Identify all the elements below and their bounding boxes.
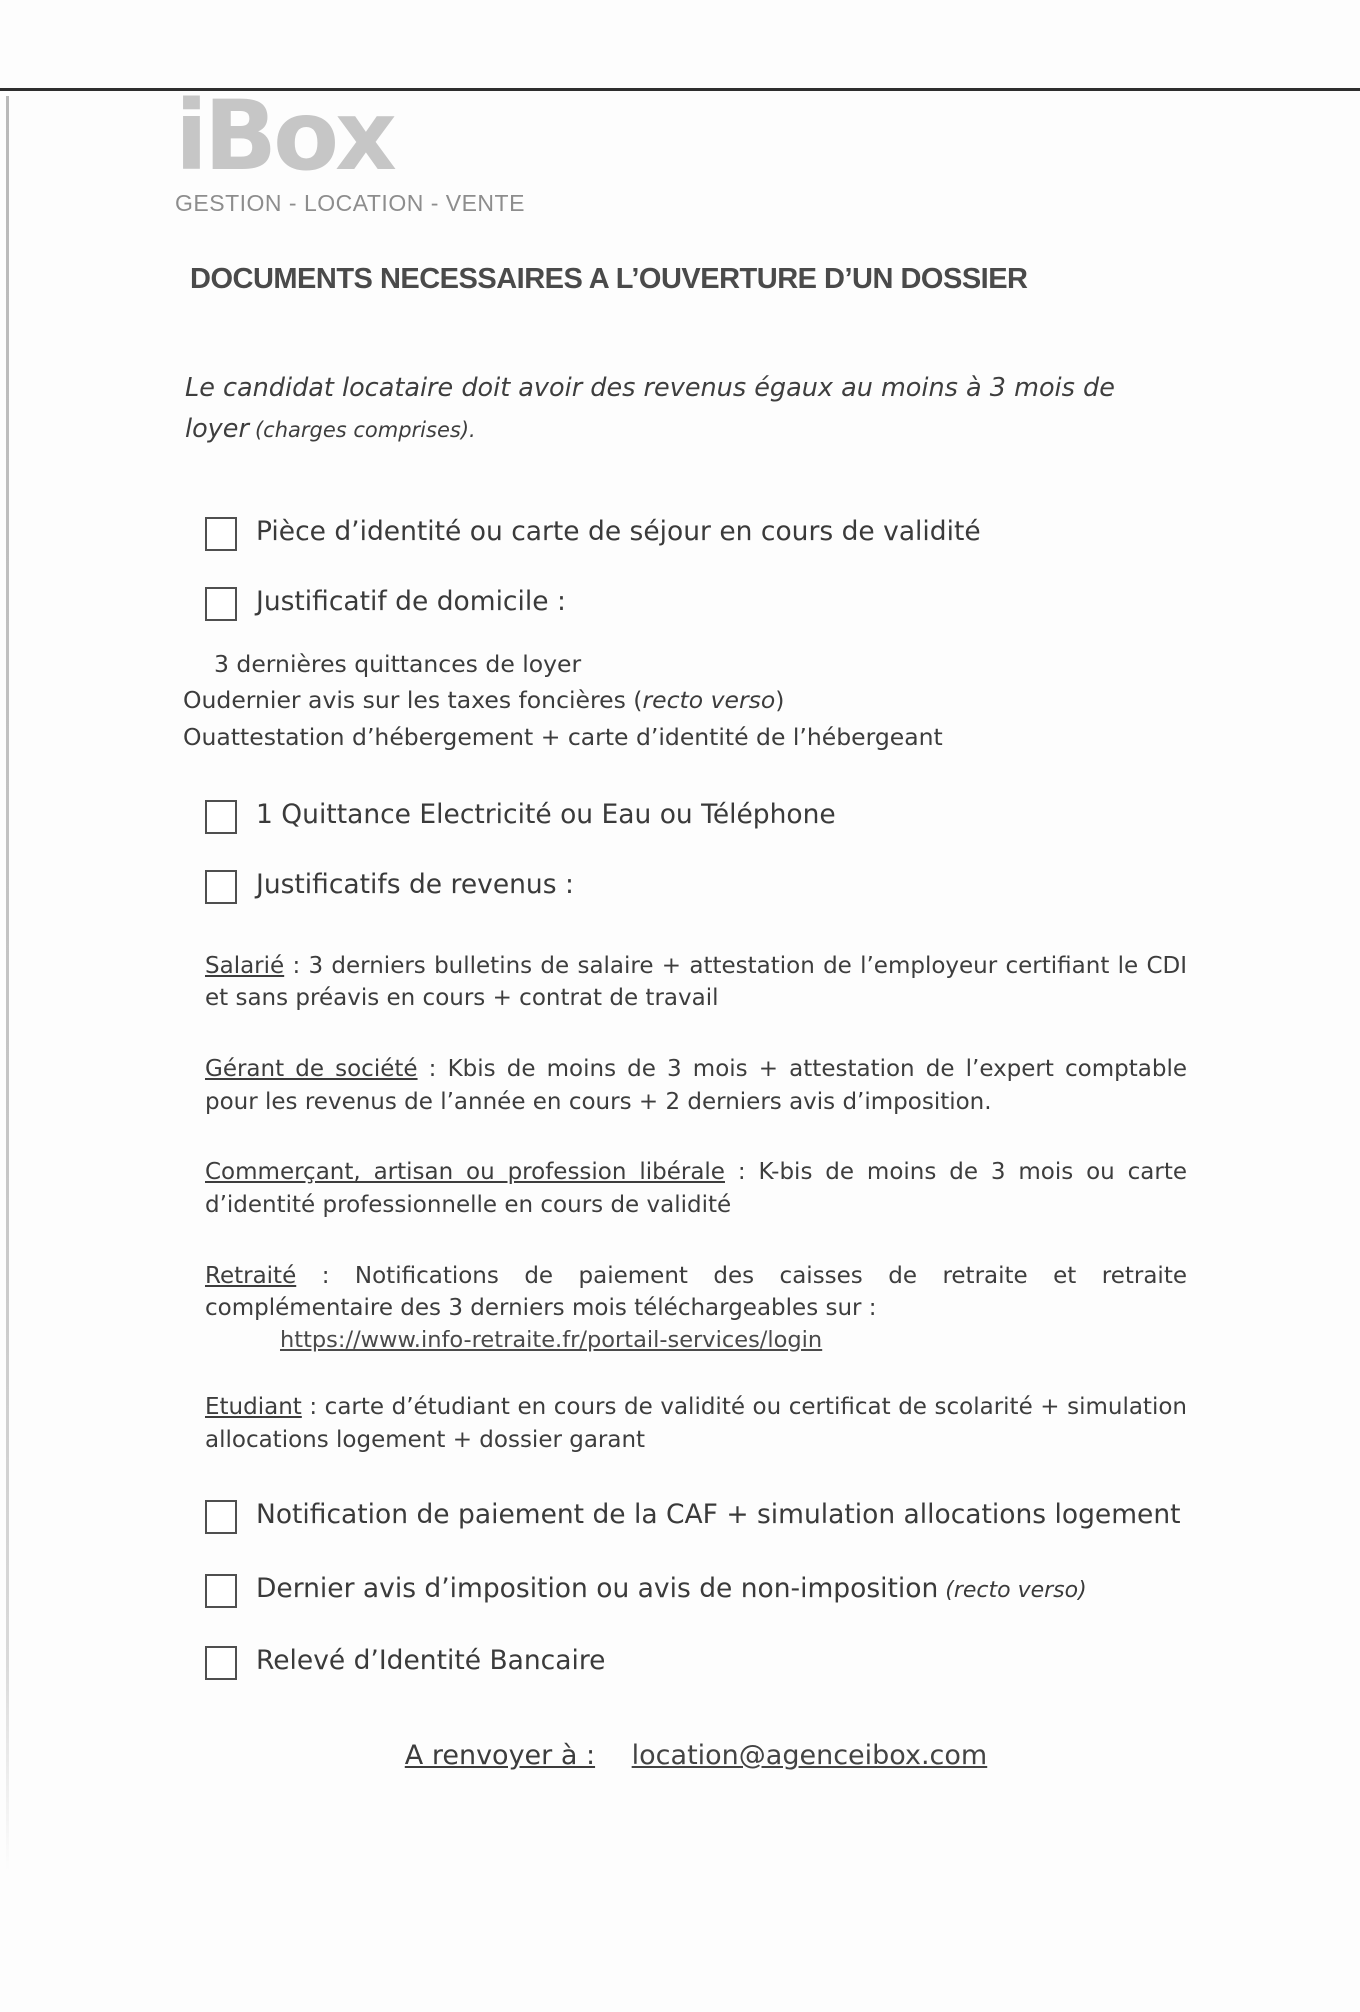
- profile-separator: :: [284, 952, 309, 979]
- profile-separator: :: [724, 1159, 759, 1186]
- intro-paren: (charges comprises).: [254, 418, 476, 443]
- option-text-main: attestation d’hébergement + carte d’identité de l’hébergeant: [216, 723, 943, 752]
- checkbox-caf[interactable]: [205, 1500, 237, 1534]
- profile-gerant: [205, 1053, 1187, 1118]
- profile-desc: 3 derniers bulletins de salaire + attestation de l’employeur certifiant le CDI et sans préavis en cours + contrat de travail: [205, 952, 1188, 1012]
- checkbox-electricity[interactable]: [205, 800, 237, 834]
- option-text: [214, 649, 581, 681]
- profile-salarie: [205, 950, 1187, 1015]
- option-text: [216, 722, 942, 754]
- email-link[interactable]: location@agenceibox.com: [631, 1740, 988, 1772]
- option-prefix: Ou: [183, 723, 217, 752]
- profile-desc: Kbis de moins de 3 mois + attestation de l’expert comptable pour les revenus de l’année en cours + 2 derniers avis d’imposition.: [205, 1056, 1188, 1115]
- checklist-item-label: 1 Quittance Electricité ou Eau ou Téléphone: [256, 798, 836, 830]
- profile-term: Etudiant: [205, 1394, 302, 1420]
- option-text-suffix: ): [775, 686, 785, 715]
- send-to-label: A renvoyer à :: [404, 1740, 596, 1772]
- checklist-item-label: [256, 1644, 605, 1678]
- label-italic: (recto verso): [938, 1578, 1087, 1604]
- option-text-italic: recto verso: [642, 686, 776, 715]
- profile-term: Salarié: [205, 952, 285, 979]
- option-text: [216, 685, 784, 717]
- domicile-option: [183, 722, 1185, 754]
- profile-desc: carte d’étudiant en cours de validité ou certificat de scolarité + simulation allocations logement + dossier garant: [205, 1394, 1187, 1453]
- intro-text: [185, 368, 1195, 451]
- checklist-item-label: [256, 1572, 1087, 1606]
- logo: [175, 80, 1185, 217]
- info-retraite-link[interactable]: https://www.info-retraite.fr/portail-services/login: [280, 1327, 823, 1353]
- domicile-option: [183, 649, 1185, 681]
- checkbox-domicile[interactable]: [205, 587, 237, 621]
- info-retraite-link-row: [280, 1327, 1185, 1353]
- domicile-option: [183, 685, 1185, 717]
- checkbox-rib[interactable]: [205, 1646, 237, 1680]
- checklist-item-label: Justificatif de domicile :: [256, 585, 566, 617]
- checklist-item-caf: [205, 1498, 1185, 1534]
- profile-term: Commerçant, artisan ou profession libérale: [205, 1159, 725, 1186]
- checklist-item-rib: [205, 1644, 1185, 1680]
- checklist-item-label: Pièce d’identité ou carte de séjour en cours de validité: [256, 515, 981, 547]
- profile-desc: Notifications de paiement des caisses de retraite et retraite complémentaire des 3 derniers mois téléchargeables sur :: [205, 1262, 1187, 1322]
- checkbox-identity[interactable]: [205, 517, 237, 551]
- checklist-item-imposition: [205, 1572, 1185, 1608]
- checkbox-revenus[interactable]: [205, 870, 237, 904]
- checkbox-imposition[interactable]: [205, 1574, 237, 1608]
- option-prefix: Ou: [183, 686, 217, 715]
- profile-term: Retraité: [205, 1262, 297, 1289]
- document-page: [0, 80, 1360, 1772]
- checklist-item-electricity: [205, 798, 1185, 834]
- profile-separator: :: [301, 1394, 325, 1420]
- profile-separator: :: [417, 1056, 448, 1083]
- label-main: Relevé d’Identité Bancaire: [256, 1645, 606, 1677]
- label-main: Notification de paiement de la CAF + simulation allocations logement: [256, 1499, 1181, 1531]
- checklist-item-domicile: [205, 585, 1185, 621]
- checklist-item-label: Justificatifs de revenus :: [256, 868, 574, 900]
- option-text-main: 3 dernières quittances de loyer: [214, 649, 582, 678]
- profile-commercant: [205, 1156, 1187, 1221]
- option-text-main: dernier avis sur les taxes foncières (: [216, 686, 643, 715]
- profile-retraite: [205, 1260, 1187, 1325]
- checklist-item-identity: [205, 515, 1185, 551]
- send-to-row: [205, 1740, 1187, 1771]
- profile-etudiant: [205, 1391, 1187, 1456]
- checklist-item-revenus: [205, 868, 1185, 904]
- domicile-options: [183, 649, 1185, 754]
- label-main: Dernier avis d’imposition ou avis de non-imposition: [256, 1573, 939, 1605]
- profile-term: Gérant de société: [205, 1056, 418, 1083]
- checklist-item-label: [256, 1498, 1181, 1532]
- profile-desc: K-bis de moins de 3 mois ou carte d’identité professionnelle en cours de validité: [205, 1159, 1187, 1219]
- intro-main: Le candidat locataire doit avoir des revenus égaux au moins à 3 mois de loyer: [185, 373, 1115, 445]
- logo-tagline: GESTION - LOCATION - VENTE: [175, 190, 525, 216]
- profile-separator: :: [296, 1262, 355, 1289]
- ibox-logo: iBox: [175, 80, 393, 192]
- page-title: DOCUMENTS NECESSAIRES A L’OUVERTURE D’UN DOSSIER: [190, 263, 1028, 295]
